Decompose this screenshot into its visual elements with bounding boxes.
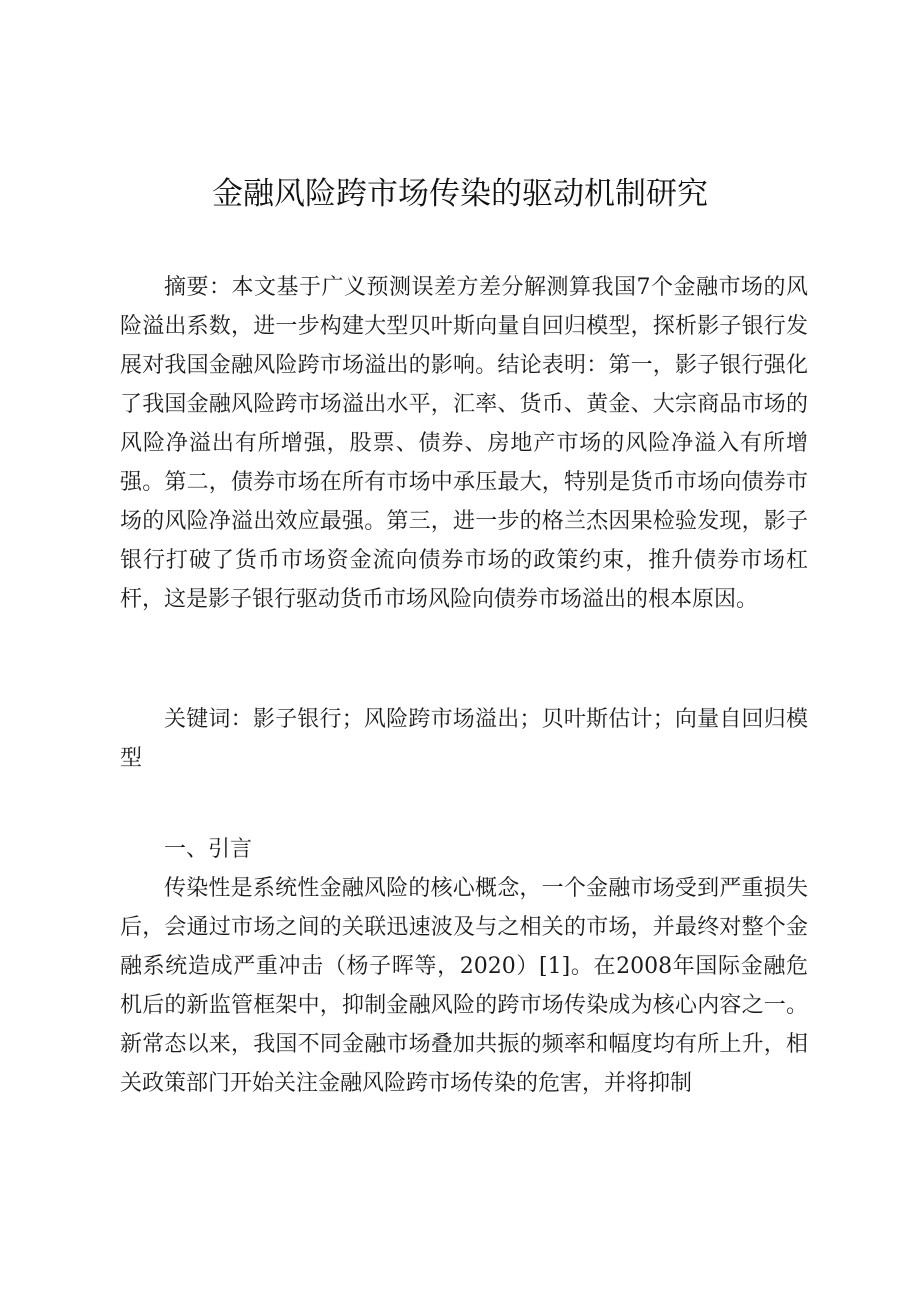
paper-title: 金融风险跨市场传染的驱动机制研究	[212, 176, 708, 212]
introduction-paragraph: 传染性是系统性金融风险的核心概念，一个金融市场受到严重损失后，会通过市场之间的关联迅速波及与之相关的市场，并最终对整个金融系统造成严重冲击（杨子晖等，2020）[1]。在2008年国际金融危机后的新监管框架中，抑制金融风险的跨市场传染成为核心内容之一。新常态以来，我国不同金融市场叠加共振的频率和幅度均有所上升，相关政策部门开始关注金融风险跨市场传染的危害，并将抑制	[120, 876, 808, 1096]
keywords-paragraph: 关键词：影子银行；风险跨市场溢出；贝叶斯估计；向量自回归模型	[120, 707, 808, 771]
abstract-paragraph: 摘要：本文基于广义预测误差方差分解测算我国7个金融市场的风险溢出系数，进一步构建大型贝叶斯向量自回归模型，探析影子银行发展对我国金融风险跨市场溢出的影响。结论表明：第一，影子银行强化了我国金融风险跨市场溢出水平，汇率、货币、黄金、大宗商品市场的风险净溢出有所增强，股票、债券、房地产市场的风险净溢入有所增强。第二，债券市场在所有市场中承压最大，特别是货币市场向债券市场的风险净溢出效应最强。第三，进一步的格兰杰因果检验发现，影子银行打破了货币市场资金流向债券市场的政策约束，推升债券市场杠杆，这是影子银行驱动货币市场风险向债券市场溢出的根本原因。	[120, 275, 808, 612]
section-heading-introduction: 一、引言	[164, 837, 253, 862]
